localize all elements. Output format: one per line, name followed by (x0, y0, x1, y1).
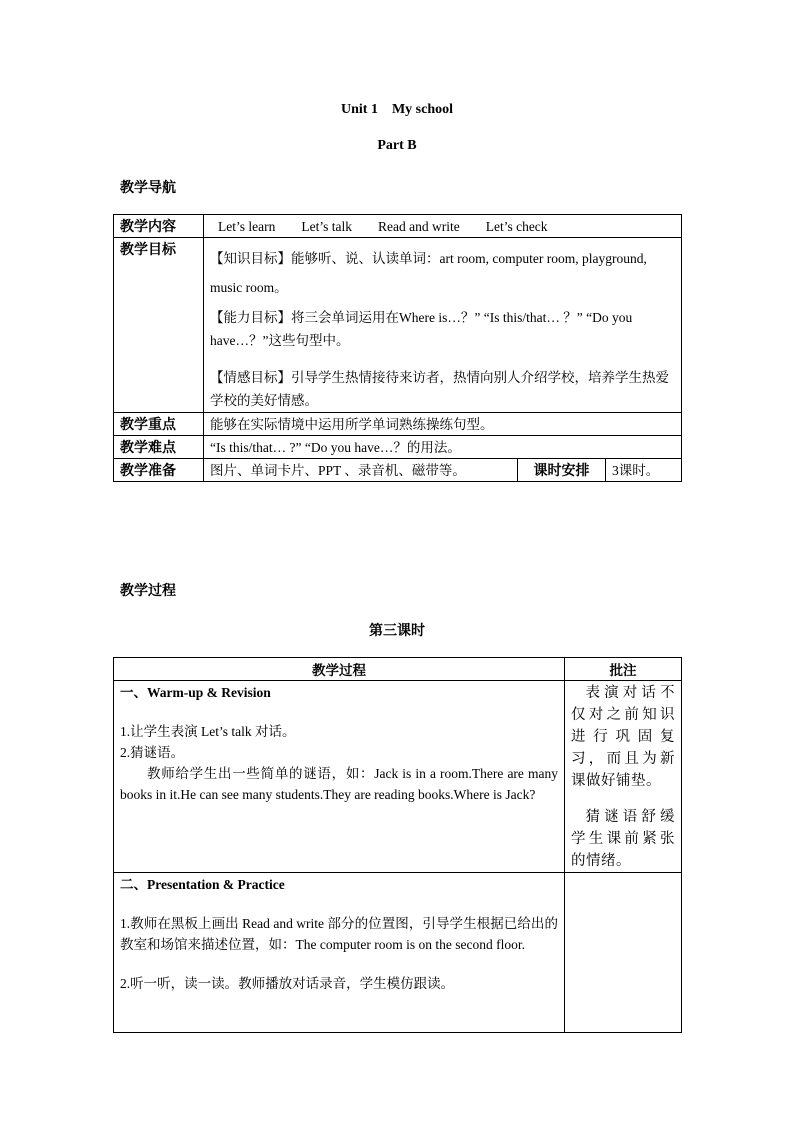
content-item: Let’s learn (218, 219, 276, 234)
warmup-cell (114, 681, 565, 873)
objectives-row (114, 238, 682, 413)
warmup-row (114, 681, 682, 873)
lesson-title: 第三课时 (369, 624, 425, 639)
warmup-step-2: 2.猜谜语。 (120, 745, 185, 760)
presentation-step-2: 2.听一听，读一读。教师播放对话录音，学生模仿跟读。 (120, 976, 455, 991)
content-item: Let’s check (485, 219, 548, 234)
schedule-label: 课时安排 (518, 459, 606, 482)
presentation-cell (114, 873, 565, 1033)
content-items (204, 215, 682, 238)
difficulty-label: 教学难点 (114, 436, 204, 459)
presentation-step-1: 1.教师在黑板上画出 Read and write 部分的位置图，引导学生根据已给出的教室和场馆来描述位置，如：The computer room is on the second floor. (120, 916, 558, 952)
guide-heading: 教学导航 (120, 181, 176, 196)
content-item: Read and write (377, 219, 460, 234)
objectives-cell (204, 238, 682, 413)
content-row (114, 215, 682, 238)
warmup-title: 一、Warm-up & Revision (120, 685, 271, 700)
key-point-label: 教学重点 (114, 413, 204, 436)
key-point-text: 能够在实际情境中运用所学单词熟练操练句型。 (204, 413, 682, 436)
objectives-label: 教学目标 (114, 238, 204, 413)
warmup-notes-cell (565, 681, 682, 873)
unit-title: Unit 1 My school (341, 102, 453, 117)
emotion-objective: 【情感目标】引导学生热情接待来访者，热情向别人介绍学校，培养学生热爱学校的美好情感。 (210, 370, 669, 408)
schedule-value: 3课时。 (606, 459, 682, 482)
presentation-notes-cell (565, 873, 682, 1033)
preparation-label: 教学准备 (114, 459, 204, 482)
presentation-row (114, 873, 682, 1033)
note-performance: 表演对话不仅对之前知识进行巩固复习，而且为新课做好铺垫。 (571, 685, 675, 789)
key-point-row (114, 413, 682, 436)
preparation-text: 图片、单词卡片、PPT 、录音机、磁带等。 (204, 459, 518, 482)
riddle-text: 教师给学生出一些简单的谜语，如：Jack is in a room.There are many books in it.He can see many students.They are reading books.Where is Jack? (120, 766, 558, 802)
difficulty-text: “Is this/that… ?” “Do you have…？的用法。 (204, 436, 682, 459)
guide-table (113, 214, 682, 482)
process-table (113, 657, 682, 1033)
presentation-title: 二、Presentation & Practice (120, 877, 285, 892)
process-header-row (114, 658, 682, 681)
notes-col-header: 批注 (565, 658, 682, 681)
ability-objective: 【能力目标】将三会单词运用在Where is…？” “Is this/that… ？” “Do you have…？”这些句型中。 (210, 310, 633, 348)
part-title: Part B (377, 138, 417, 153)
note-riddle: 猜谜语舒缓学生课前紧张的情绪。 (571, 809, 675, 869)
knowledge-objective: 【知识目标】能够听、说、认读单词：art room, computer room, playground, music room。 (210, 251, 647, 295)
warmup-step-1: 1.让学生表演 Let’s talk 对话。 (120, 724, 296, 739)
process-col-header: 教学过程 (114, 658, 565, 681)
content-label: 教学内容 (114, 215, 204, 238)
content-item: Let’s talk (301, 219, 352, 234)
difficulty-row (114, 436, 682, 459)
preparation-row (114, 459, 682, 482)
process-heading: 教学过程 (120, 584, 176, 599)
